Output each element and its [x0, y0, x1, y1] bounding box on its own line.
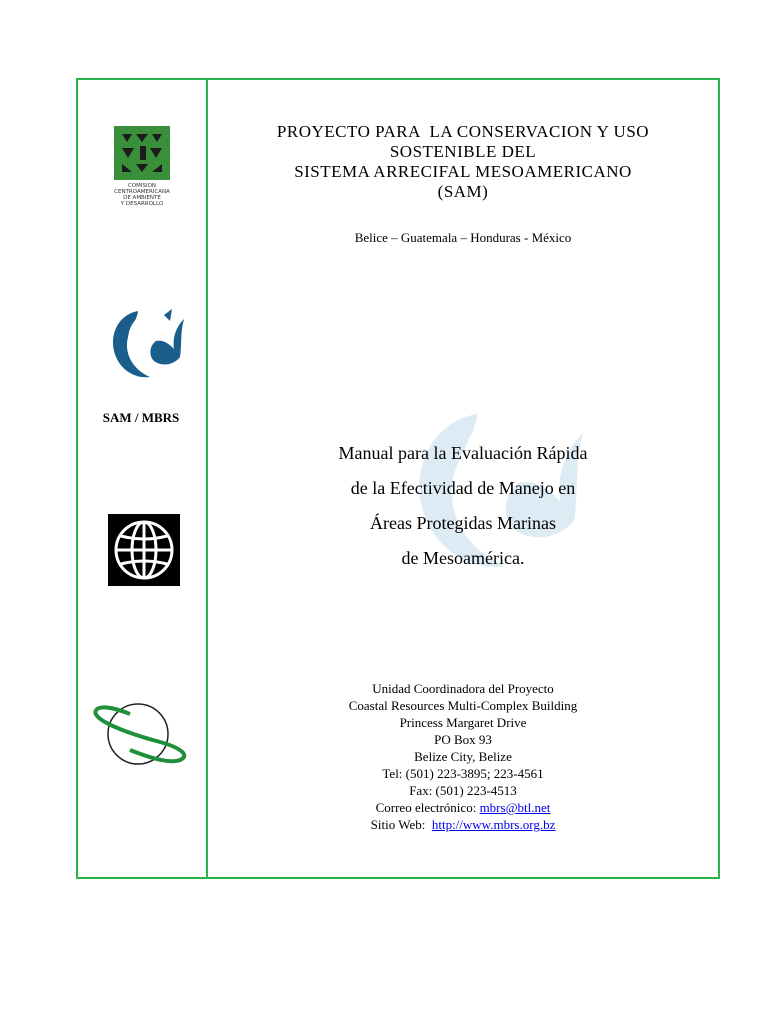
title-line-1: PROYECTO PARA LA CONSERVACION Y USO — [276, 122, 650, 141]
sam-mbrs-logo — [108, 305, 186, 383]
cover-content — [208, 80, 718, 877]
gef-logo — [90, 700, 190, 770]
contact-web-row — [208, 816, 718, 833]
logo-sidebar — [78, 80, 208, 877]
contact-fax: Fax: (501) 223-4513 — [409, 783, 517, 798]
ccad-label-2: CENTROAMERICANA — [114, 189, 170, 195]
contact-block — [208, 680, 718, 833]
email-label: Correo electrónico: — [375, 800, 480, 815]
contact-tel: Tel: (501) 223-3895; 223-4561 — [382, 766, 544, 781]
manual-title — [208, 436, 718, 576]
world-bank-logo — [108, 514, 180, 586]
contact-building: Coastal Resources Multi-Complex Building — [348, 698, 578, 713]
title-line-4: (SAM) — [437, 182, 489, 201]
sam-mbrs-label: SAM / MBRS — [102, 410, 180, 425]
ccad-label-3: DE AMBIENTE — [123, 195, 161, 201]
ccad-logo — [112, 126, 172, 208]
ccad-label-4: Y DESARROLLO — [120, 201, 164, 207]
contact-street: Princess Margaret Drive — [399, 715, 527, 730]
web-label: Sitio Web: — [370, 817, 432, 832]
title-line-3: SISTEMA ARRECIFAL MESOAMERICANO — [294, 162, 632, 181]
manual-line-1: Manual para la Evaluación Rápida — [338, 443, 588, 463]
contact-unit: Unidad Coordinadora del Proyecto — [372, 681, 554, 696]
email-link[interactable]: mbrs@btl.net — [479, 800, 551, 815]
contact-po-box: PO Box 93 — [434, 732, 492, 747]
title-line-2: SOSTENIBLE DEL — [389, 142, 537, 161]
manual-line-4: de Mesoamérica. — [401, 548, 525, 568]
website-link[interactable]: http://www.mbrs.org.bz — [431, 817, 556, 832]
contact-email-row — [208, 799, 718, 816]
manual-line-3: Áreas Protegidas Marinas — [370, 513, 556, 533]
countries-line: Belice – Guatemala – Honduras - México — [354, 230, 572, 245]
ccad-label-1: COMISION — [127, 183, 157, 189]
contact-city: Belize City, Belize — [414, 749, 512, 764]
page-frame — [76, 78, 720, 879]
project-title — [208, 122, 718, 202]
manual-line-2: de la Efectividad de Manejo en — [350, 478, 576, 498]
